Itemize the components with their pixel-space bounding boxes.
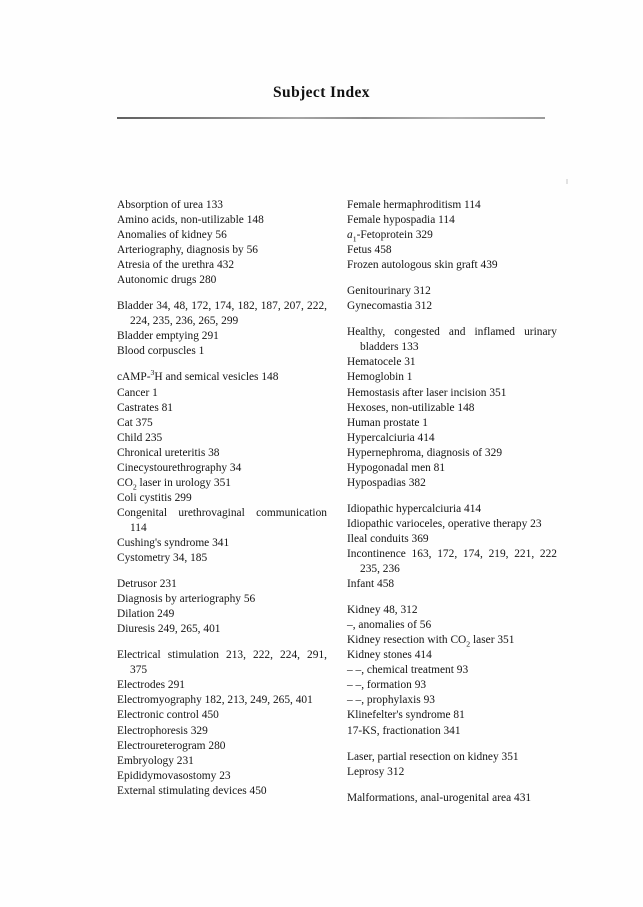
- index-entry-line: Cystometry 34, 185: [117, 552, 208, 565]
- index-entry[interactable]: [117, 491, 327, 506]
- index-column-right: [347, 198, 557, 806]
- index-entry-line: Female hypospadia 114: [347, 214, 455, 227]
- index-entry[interactable]: [347, 765, 557, 780]
- index-entry-line: Electromyography 182, 213, 249, 265, 401: [117, 694, 313, 707]
- index-letter-group: [117, 198, 327, 288]
- index-entry[interactable]: [117, 370, 327, 385]
- index-entry-line: – –, chemical treatment 93: [347, 664, 469, 677]
- index-entry-line: Coli cystitis 299: [117, 491, 192, 504]
- index-entry[interactable]: [117, 536, 327, 551]
- index-entry-line: Kidney stones 414: [347, 649, 432, 662]
- index-entry-line: Hypercalciuria 414: [347, 431, 435, 444]
- index-entry-line: Electronic control 450: [117, 709, 219, 722]
- index-entry[interactable]: [347, 258, 557, 273]
- index-entry-line: Absorption of urea 133: [117, 199, 223, 211]
- index-entry-line: Hypernephroma, diagnosis of 329: [347, 446, 503, 459]
- index-entry[interactable]: [117, 228, 327, 243]
- index-entry[interactable]: [117, 577, 327, 592]
- index-entry[interactable]: [117, 506, 327, 536]
- index-entry[interactable]: [347, 517, 557, 532]
- index-entry-line: Genitourinary 312: [347, 285, 431, 298]
- index-entry-continuation: 224, 235, 236, 265, 299: [130, 315, 239, 328]
- index-entry[interactable]: [347, 299, 557, 314]
- index-entry[interactable]: [117, 401, 327, 416]
- index-entry-line: Cinecystourethrography 34: [117, 461, 242, 474]
- index-entry[interactable]: [347, 243, 557, 258]
- index-entry-continuation: 375: [130, 664, 148, 677]
- index-entry[interactable]: [347, 325, 557, 355]
- index-entry-line: $a_1$-Fetoprotein 329: [347, 229, 433, 244]
- index-entry-line: External stimulating devices 450: [117, 784, 267, 797]
- index-entry[interactable]: [347, 355, 557, 370]
- index-entry-line: Diagnosis by arteriography 56: [117, 593, 256, 606]
- index-entry-line: – –, prophylaxis 93: [347, 694, 435, 707]
- index-entry[interactable]: [347, 603, 557, 618]
- index-entry[interactable]: [347, 633, 557, 648]
- index-entry-line: Frozen autologous skin graft 439: [347, 259, 498, 272]
- index-entry-line: Electroureterogram 280: [117, 739, 226, 752]
- index-entry[interactable]: [347, 461, 557, 476]
- index-entry-line: –, anomalies of 56: [347, 619, 432, 632]
- index-entry[interactable]: [117, 769, 327, 784]
- index-entry[interactable]: [347, 532, 557, 547]
- index-entry-line: Human prostate 1: [347, 416, 428, 429]
- index-entry[interactable]: [117, 198, 327, 213]
- index-entry[interactable]: [117, 461, 327, 476]
- index-entry-line: Electrophoresis 329: [117, 724, 208, 737]
- index-letter-group: [347, 284, 557, 314]
- index-entry[interactable]: [347, 648, 557, 663]
- index-entry-line: Incontinence 163, 172, 174, 219, 221, 222: [347, 547, 557, 560]
- index-entry-continuation: 114: [130, 521, 147, 534]
- index-entry-line: Fetus 458: [347, 244, 392, 257]
- index-entry-line: Arteriography, diagnosis by 56: [117, 244, 258, 257]
- index-entry-line: Chronical ureteritis 38: [117, 446, 220, 459]
- index-entry-continuation: bladders 133: [360, 341, 419, 354]
- index-entry-line: Ileal conduits 369: [347, 532, 429, 545]
- index-letter-group: [347, 603, 557, 738]
- index-entry-line: Epididymovasostomy 23: [117, 769, 231, 782]
- index-entry-line: Laser, partial resection on kidney 351: [347, 750, 519, 763]
- index-entry[interactable]: [347, 663, 557, 678]
- index-entry[interactable]: [117, 213, 327, 228]
- index-entry-line: Congenital urethrovaginal communication: [117, 506, 327, 519]
- index-entry[interactable]: [347, 198, 557, 213]
- page-title: Subject Index: [273, 84, 370, 101]
- index-entry-line: Amino acids, non-utilizable 148: [117, 214, 264, 227]
- index-entry-line: Child 235: [117, 431, 163, 444]
- index-entry-line: Hypogonadal men 81: [347, 461, 446, 474]
- index-entry[interactable]: [117, 648, 327, 678]
- index-entry[interactable]: [117, 551, 327, 566]
- index-letter-group: [117, 299, 327, 359]
- index-entry[interactable]: [347, 284, 557, 299]
- index-entry-line: Blood corpuscles 1: [117, 345, 205, 358]
- index-entry-line: Klinefelter's syndrome 81: [347, 709, 465, 722]
- index-entry[interactable]: [347, 678, 557, 693]
- index-entry[interactable]: [117, 754, 327, 769]
- index-entry-line: Bladder 34, 48, 172, 174, 182, 187, 207, 222,: [117, 300, 327, 313]
- index-entry-continuation: 235, 236: [360, 563, 400, 576]
- page-artifact-speck: [566, 179, 568, 184]
- index-entry[interactable]: [117, 784, 327, 799]
- index-entry-line: Female hermaphroditism 114: [347, 199, 481, 211]
- index-entry[interactable]: [117, 693, 327, 708]
- index-entry-line: Dilation 249: [117, 608, 175, 621]
- index-entry[interactable]: [347, 618, 557, 633]
- index-entry[interactable]: [347, 228, 557, 243]
- index-letter-group: [117, 370, 327, 566]
- index-entry[interactable]: [117, 607, 327, 622]
- index-letter-group: [347, 750, 557, 780]
- index-letter-group: [347, 791, 557, 806]
- index-entry-line: Leprosy 312: [347, 765, 405, 778]
- index-entry[interactable]: [347, 547, 557, 577]
- index-entry-line: Hemostasis after laser incision 351: [347, 386, 507, 399]
- index-entry-line: Kidney 48, 312: [347, 604, 418, 617]
- index-entry-line: Hematocele 31: [347, 356, 416, 369]
- index-entry-line: Bladder emptying 291: [117, 330, 219, 343]
- index-entry-line: Healthy, congested and inflamed urinary: [347, 326, 557, 339]
- index-entry-line: Electrical stimulation 213, 222, 224, 291,: [117, 649, 327, 662]
- index-entry[interactable]: [117, 416, 327, 431]
- index-entry-line: Diuresis 249, 265, 401: [117, 623, 221, 636]
- index-entry-line: 17-KS, fractionation 341: [347, 724, 461, 737]
- index-entry[interactable]: [347, 386, 557, 401]
- index-entry-line: Malformations, anal-urogenital area 431: [347, 791, 532, 804]
- index-entry-line: cAMP-$^3$H and semical vesicles 148: [117, 368, 279, 384]
- index-entry[interactable]: [347, 446, 557, 461]
- index-entry-line: $CO_2$ laser in urology 351: [117, 476, 231, 492]
- index-entry[interactable]: [117, 243, 327, 258]
- index-entry[interactable]: [117, 592, 327, 607]
- index-entry-line: Cushing's syndrome 341: [117, 536, 230, 549]
- index-entry[interactable]: [117, 708, 327, 723]
- index-entry-line: Hypospadias 382: [347, 476, 426, 489]
- index-entry-line: Gynecomastia 312: [347, 300, 433, 313]
- index-entry[interactable]: [347, 502, 557, 517]
- index-entry[interactable]: [117, 622, 327, 637]
- index-entry-line: Hemoglobin 1: [347, 371, 413, 384]
- index-entry[interactable]: [347, 401, 557, 416]
- index-entry-line: Idiopathic hypercalciuria 414: [347, 502, 482, 515]
- index-entry-line: Electrodes 291: [117, 679, 186, 692]
- title-rule-divider: [117, 117, 545, 119]
- index-entry[interactable]: [117, 258, 327, 273]
- index-entry[interactable]: [117, 446, 327, 461]
- index-letter-group: [347, 198, 557, 273]
- index-entry-line: Castrates 81: [117, 401, 173, 414]
- index-entry[interactable]: [347, 431, 557, 446]
- index-entry-line: Cat 375: [117, 416, 153, 429]
- index-letter-group: [117, 648, 327, 798]
- index-letter-group: [347, 502, 557, 592]
- index-entry[interactable]: [347, 708, 557, 723]
- index-entry[interactable]: [347, 750, 557, 765]
- index-entry[interactable]: [347, 416, 557, 431]
- index-entry[interactable]: [117, 344, 327, 359]
- index-entry[interactable]: [117, 273, 327, 288]
- index-entry[interactable]: [347, 213, 557, 228]
- index-entry[interactable]: [347, 724, 557, 739]
- index-entry[interactable]: [117, 476, 327, 491]
- index-entry-line: Infant 458: [347, 578, 395, 591]
- index-letter-group: [117, 577, 327, 637]
- index-entry-line: – –, formation 93: [347, 679, 427, 692]
- index-entry-line: Atresia of the urethra 432: [117, 259, 235, 272]
- index-entry[interactable]: [117, 431, 327, 446]
- index-entry-line: Anomalies of kidney 56: [117, 229, 227, 242]
- index-entry[interactable]: [117, 329, 327, 344]
- index-entry[interactable]: [117, 724, 327, 739]
- index-entry-line: Embryology 231: [117, 754, 194, 767]
- index-entry[interactable]: [347, 693, 557, 708]
- index-column-left: [117, 198, 327, 806]
- index-entry-line: Autonomic drugs 280: [117, 274, 217, 287]
- index-entry[interactable]: [117, 299, 327, 329]
- index-entry-line: Cancer 1: [117, 386, 158, 399]
- index-entry[interactable]: [117, 678, 327, 693]
- index-entry[interactable]: [347, 476, 557, 491]
- index-entry[interactable]: [117, 386, 327, 401]
- index-entry-line: Detrusor 231: [117, 578, 177, 591]
- index-entry-line: Idiopathic varioceles, operative therapy 23: [347, 517, 542, 530]
- index-letter-group: [347, 325, 557, 491]
- index-entry[interactable]: [117, 739, 327, 754]
- index-entry-line: Hexoses, non-utilizable 148: [347, 401, 475, 414]
- index-columns: [117, 198, 558, 806]
- index-entry[interactable]: [347, 370, 557, 385]
- index-entry[interactable]: [347, 791, 557, 806]
- index-entry-line: Kidney resection with $CO_2$ laser 351: [347, 634, 515, 649]
- index-entry[interactable]: [347, 577, 557, 592]
